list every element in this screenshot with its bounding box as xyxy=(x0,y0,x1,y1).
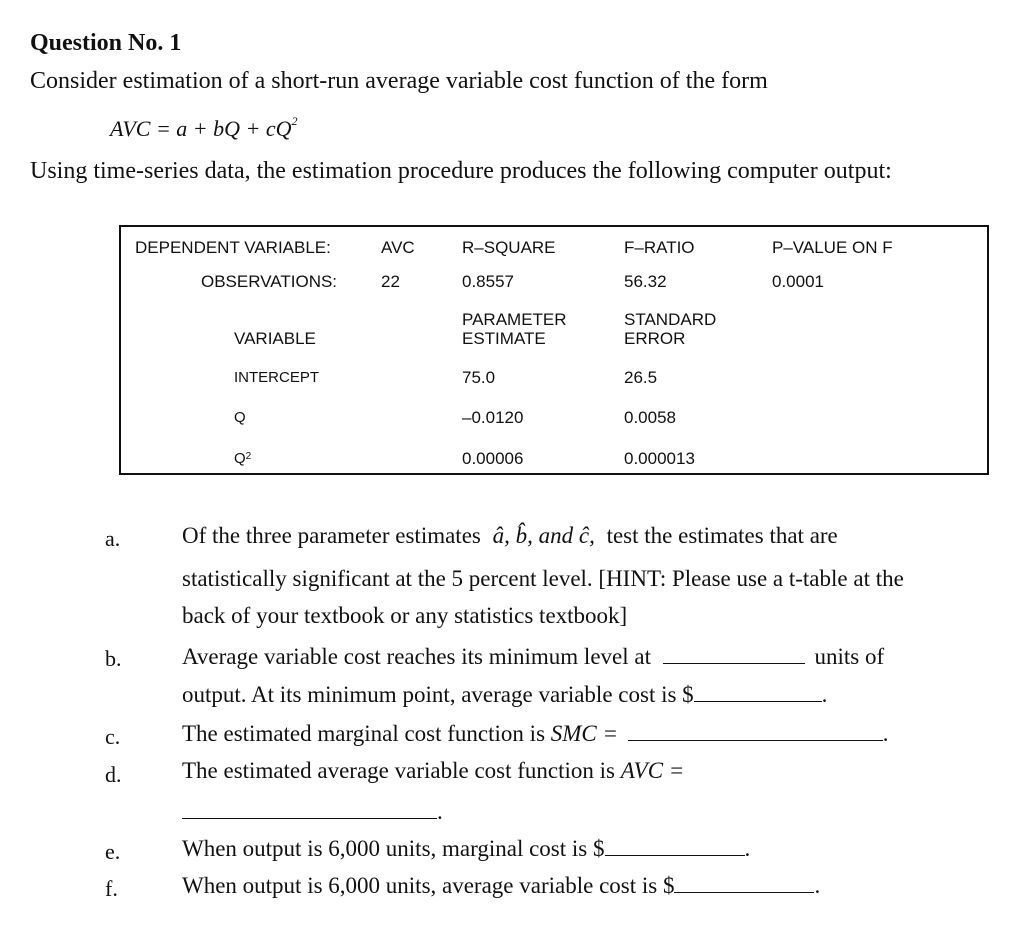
item-d-letter: d. xyxy=(105,762,122,787)
data-description: Using time-series data, the estimation procedure produces the following computer output: xyxy=(30,158,892,184)
item-f-line-pre: When output is 6,000 units, average variable cost is $ xyxy=(182,873,675,898)
item-b-line2-pre: output. At its minimum point, average variable cost is $ xyxy=(182,682,694,707)
r-square-value: 0.8557 xyxy=(462,272,514,291)
avc-label: AVC = xyxy=(620,758,685,783)
item-e-line-pre: When output is 6,000 units, marginal cost is $ xyxy=(182,836,605,861)
item-a-line3: back of your textbook or any statistics textbook] xyxy=(182,603,628,628)
answer-blank-b1[interactable] xyxy=(663,643,805,664)
item-b-line1-post: units of xyxy=(814,644,885,669)
row-q2-variable xyxy=(234,449,251,468)
variable-header: VARIABLE xyxy=(234,329,316,348)
item-e-letter: e. xyxy=(105,839,121,864)
item-d-line2 xyxy=(182,798,443,825)
row-q-estimate: –0.0120 xyxy=(462,408,524,427)
item-a-line1-pre: Of the three parameter estimates xyxy=(182,523,481,548)
item-b-line1 xyxy=(182,643,884,670)
item-e-line-post: . xyxy=(744,836,751,861)
formula-text: AVC = a + bQ + cQ xyxy=(110,116,292,141)
item-b-line2 xyxy=(182,681,827,708)
formula-exponent: 2 xyxy=(291,114,298,128)
avc-formula xyxy=(110,116,298,142)
row-q-variable: Q xyxy=(234,409,246,426)
row-intercept-se: 26.5 xyxy=(624,368,658,387)
row-intercept-estimate: 75.0 xyxy=(462,368,496,387)
parameter-hats: â, b̂, and ĉ, xyxy=(492,523,595,548)
question-intro: Consider estimation of a short-run average variable cost function of the form xyxy=(30,68,768,94)
item-b-line2-post: . xyxy=(821,682,828,707)
answer-blank-f[interactable] xyxy=(674,872,814,893)
observations-label: OBSERVATIONS: xyxy=(201,272,338,291)
parameter-header-line1: PARAMETER xyxy=(462,310,567,329)
f-ratio-label: F–RATIO xyxy=(624,238,695,257)
row-q-se: 0.0058 xyxy=(624,408,676,427)
answer-blank-b2[interactable] xyxy=(694,681,822,702)
se-header-line2: ERROR xyxy=(624,329,686,348)
item-f-line-post: . xyxy=(814,873,821,898)
item-d-line2-post: . xyxy=(437,799,443,824)
item-a-letter: a. xyxy=(105,526,121,551)
row-q2-se: 0.000013 xyxy=(624,449,695,468)
f-ratio-value: 56.32 xyxy=(624,272,667,291)
se-header-line1: STANDARD xyxy=(624,310,717,329)
r-square-label: R–SQUARE xyxy=(462,238,556,257)
item-b-letter: b. xyxy=(105,646,122,671)
row-q2-estimate: 0.00006 xyxy=(462,449,524,468)
item-e-line xyxy=(182,835,750,862)
item-c-line-post: . xyxy=(882,721,889,746)
answer-blank-c[interactable] xyxy=(628,720,883,741)
item-c-line xyxy=(182,720,889,747)
row-q2-variable-base: Q xyxy=(234,450,246,467)
item-c-line-pre: The estimated marginal cost function is xyxy=(182,721,546,746)
row-intercept-variable: INTERCEPT xyxy=(234,369,320,386)
answer-blank-e[interactable] xyxy=(605,835,745,856)
observations-value: 22 xyxy=(381,272,400,291)
dependent-variable-value: AVC xyxy=(381,238,415,257)
item-a-line1-post: test the estimates that are xyxy=(606,523,838,548)
row-q2-variable-exponent: 2 xyxy=(245,451,252,462)
item-a-line2: statistically significant at the 5 percent level. [HINT: Please use a t-table at the xyxy=(182,566,904,591)
regression-output-table xyxy=(119,225,989,475)
item-f-letter: f. xyxy=(105,876,118,901)
item-b-line1-pre: Average variable cost reaches its minimum level at xyxy=(182,644,651,669)
answer-blank-d[interactable] xyxy=(182,798,437,819)
item-c-letter: c. xyxy=(105,724,121,749)
parameter-header-line2: ESTIMATE xyxy=(462,329,546,348)
item-a-line1 xyxy=(182,523,838,549)
item-f-line xyxy=(182,872,820,899)
p-value-label: P–VALUE ON F xyxy=(772,238,893,257)
dependent-variable-label: DEPENDENT VARIABLE: xyxy=(135,238,331,257)
item-d-line-pre: The estimated average variable cost function is xyxy=(182,758,615,783)
item-d-line xyxy=(182,758,684,784)
p-value-value: 0.0001 xyxy=(772,272,824,291)
smc-label: SMC = xyxy=(550,721,619,746)
question-title: Question No. 1 xyxy=(30,30,182,56)
